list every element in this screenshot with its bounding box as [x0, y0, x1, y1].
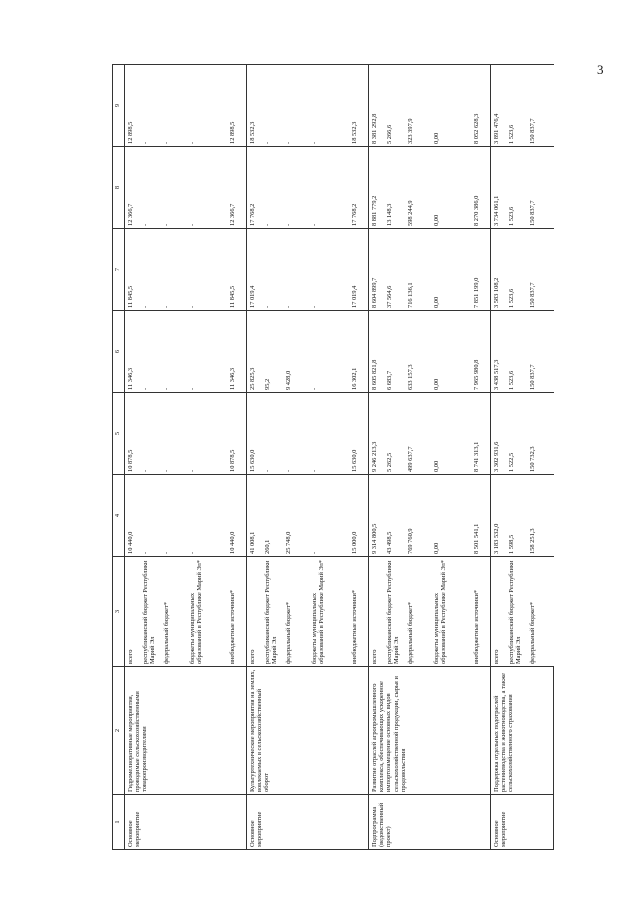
value-cell-year-3: 95,2	[263, 311, 284, 393]
funding-source-cell: федеральный бюджет*	[162, 557, 188, 667]
value-cell-year-2: -	[263, 393, 284, 475]
value-cell-year-2: 0,00	[432, 393, 472, 475]
value-cell-year-2: -	[284, 393, 310, 475]
value-cell-year-4: 37 564,6	[385, 229, 406, 311]
program-name-cell: Культуртехнические мероприятия на землях, вовлекаемых в сельскохозяйственный оборот	[247, 667, 369, 795]
value-cell-year-6: 150 837,7	[528, 65, 554, 147]
status-cell: Основное мероприятие	[247, 795, 369, 850]
value-cell-year-6: 8 381 292,8	[369, 65, 385, 147]
value-cell-year-6: 323 397,9	[406, 65, 432, 147]
value-cell-year-1: 10 440,0	[228, 475, 247, 557]
value-cell-year-2: 9 246 213,3	[369, 393, 385, 475]
value-cell-year-4: -	[263, 229, 284, 311]
value-cell-year-3: 9 428,0	[284, 311, 310, 393]
value-cell-year-3: 8 605 821,8	[369, 311, 385, 393]
rotated-table-content	[112, 65, 536, 850]
program-name-cell: Поддержка отдельных подотраслей растениеводства и животноводства, а также сельскохозяйственного страхования	[491, 667, 554, 795]
value-cell-year-3: 0,00	[432, 311, 472, 393]
value-cell-year-5: 1 523,6	[507, 147, 528, 229]
value-cell-year-2: 15 630,0	[350, 393, 369, 475]
value-cell-year-6: 18 532,3	[247, 65, 263, 147]
value-cell-year-5: 17 768,2	[247, 147, 263, 229]
value-cell-year-6: -	[284, 65, 310, 147]
funding-source-cell: федеральный бюджет*	[528, 557, 554, 667]
value-cell-year-2: 10 878,5	[125, 393, 141, 475]
value-cell-year-5: -	[141, 147, 162, 229]
value-cell-year-1: 25 748,0	[284, 475, 310, 557]
value-cell-year-5: -	[162, 147, 188, 229]
value-cell-year-2: 150 732,3	[528, 393, 554, 475]
value-cell-year-5: 17 768,2	[350, 147, 369, 229]
table-row	[369, 65, 385, 850]
funding-source-cell: федеральный бюджет*	[406, 557, 432, 667]
funding-source-cell: федеральный бюджет*	[284, 557, 310, 667]
rotated-table-frame	[112, 65, 536, 850]
status-cell: Основное мероприятие	[491, 795, 554, 850]
value-cell-year-1: -	[310, 475, 350, 557]
value-cell-year-3: 7 965 980,8	[472, 311, 491, 393]
value-cell-year-5: 8 881 779,2	[369, 147, 385, 229]
value-cell-year-3: -	[310, 311, 350, 393]
value-cell-year-1: 43 498,5	[385, 475, 406, 557]
value-cell-year-2: 10 878,5	[228, 393, 247, 475]
value-cell-year-5: 3 734 061,1	[491, 147, 507, 229]
value-cell-year-6: -	[310, 65, 350, 147]
value-cell-year-3: -	[141, 311, 162, 393]
column-header-8: 8	[113, 147, 125, 229]
value-cell-year-1: 1 598,5	[507, 475, 528, 557]
value-cell-year-5: -	[310, 147, 350, 229]
value-cell-year-2: 8 741 313,1	[472, 393, 491, 475]
value-cell-year-6: 5 266,6	[385, 65, 406, 147]
value-cell-year-2: 1 522,5	[507, 393, 528, 475]
value-cell-year-4: 17 019,4	[247, 229, 263, 311]
value-cell-year-4: 8 604 899,7	[369, 229, 385, 311]
value-cell-year-1: 3 183 532,0	[491, 475, 507, 557]
value-cell-year-4: -	[188, 229, 228, 311]
value-cell-year-4: -	[141, 229, 162, 311]
value-cell-year-2: -	[188, 393, 228, 475]
column-header-4: 4	[113, 475, 125, 557]
value-cell-year-1: 0,00	[432, 475, 472, 557]
value-cell-year-3: -	[188, 311, 228, 393]
value-cell-year-1: 10 440,0	[125, 475, 141, 557]
value-cell-year-1: -	[141, 475, 162, 557]
value-cell-year-4: 3 583 108,2	[491, 229, 507, 311]
funding-source-cell: республиканский бюджет Республики Марий Эл	[263, 557, 284, 667]
value-cell-year-3: 16 302,1	[350, 311, 369, 393]
value-cell-year-1: 9 314 800,5	[369, 475, 385, 557]
funding-source-cell: всего	[247, 557, 263, 667]
value-cell-year-1: 41 008,1	[247, 475, 263, 557]
value-cell-year-2: -	[162, 393, 188, 475]
funding-table	[112, 64, 554, 850]
value-cell-year-4: 11 845,5	[228, 229, 247, 311]
value-cell-year-3: 25 825,3	[247, 311, 263, 393]
value-cell-year-1: 769 760,9	[406, 475, 432, 557]
funding-source-cell: внебюджетные источники*	[472, 557, 491, 667]
value-cell-year-3: -	[162, 311, 188, 393]
program-name-cell: Развитие отраслей агропромышленного комплекса, обеспечивающих ускоренное импортозамещение основных видов сельскохозяйственной продукции, сырья и продовольствия	[369, 667, 491, 795]
value-cell-year-5: 0,00	[432, 147, 472, 229]
value-cell-year-1: -	[188, 475, 228, 557]
value-cell-year-5: 12 366,7	[228, 147, 247, 229]
value-cell-year-4: 11 845,5	[125, 229, 141, 311]
value-cell-year-6: 3 891 476,4	[491, 65, 507, 147]
value-cell-year-6: 18 532,3	[350, 65, 369, 147]
value-cell-year-5: 150 837,7	[528, 147, 554, 229]
value-cell-year-5: -	[263, 147, 284, 229]
program-name-cell: Гидромелиоративные мероприятия, проводимые сельскохозяйственными товаропроизводителями	[125, 667, 247, 795]
value-cell-year-1: -	[162, 475, 188, 557]
value-cell-year-1: 158 251,3	[528, 475, 554, 557]
value-cell-year-6: -	[141, 65, 162, 147]
column-header-5: 5	[113, 393, 125, 475]
funding-source-cell: республиканский бюджет Республики Марий Эл	[507, 557, 528, 667]
status-cell: Подпрограмма (ведомственный проект)	[369, 795, 491, 850]
value-cell-year-5: 598 244,9	[406, 147, 432, 229]
value-cell-year-2: -	[141, 393, 162, 475]
value-cell-year-6: 8 052 628,3	[472, 65, 491, 147]
funding-source-cell: всего	[125, 557, 141, 667]
value-cell-year-6: -	[162, 65, 188, 147]
value-cell-year-4: 716 136,1	[406, 229, 432, 311]
value-cell-year-2: 5 262,5	[385, 393, 406, 475]
value-cell-year-3: 633 157,3	[406, 311, 432, 393]
funding-source-cell: республиканский бюджет Республики Марий Эл	[141, 557, 162, 667]
table-row	[247, 65, 263, 850]
value-cell-year-3: 11 346,3	[125, 311, 141, 393]
funding-source-cell: бюджеты муниципальных образований в Республике Марий Эл*	[188, 557, 228, 667]
funding-source-cell: всего	[369, 557, 385, 667]
value-cell-year-3: 6 683,7	[385, 311, 406, 393]
value-cell-year-4: 0,00	[432, 229, 472, 311]
column-header-6: 6	[113, 311, 125, 393]
funding-source-cell: внебюджетные источники*	[350, 557, 369, 667]
funding-source-cell: республиканский бюджет Республики Марий Эл	[385, 557, 406, 667]
value-cell-year-1: 15 000,0	[350, 475, 369, 557]
table-row	[125, 65, 141, 850]
status-cell: Основное мероприятие	[125, 795, 247, 850]
column-header-3: 3	[113, 557, 125, 667]
value-cell-year-2: -	[310, 393, 350, 475]
value-cell-year-4: -	[162, 229, 188, 311]
value-cell-year-4: -	[310, 229, 350, 311]
value-cell-year-3: 150 837,7	[528, 311, 554, 393]
table-row	[491, 65, 507, 850]
value-cell-year-6: 12 898,5	[228, 65, 247, 147]
value-cell-year-4: 1 523,6	[507, 229, 528, 311]
value-cell-year-3: 11 346,3	[228, 311, 247, 393]
value-cell-year-4: 7 851 199,0	[472, 229, 491, 311]
funding-source-cell: внебюджетные источники*	[228, 557, 247, 667]
value-cell-year-4: 150 837,7	[528, 229, 554, 311]
value-cell-year-6: 1 523,6	[507, 65, 528, 147]
column-header-2: 2	[113, 667, 125, 795]
value-cell-year-3: 1 523,6	[507, 311, 528, 393]
value-cell-year-4: -	[284, 229, 310, 311]
value-cell-year-1: 8 501 541,1	[472, 475, 491, 557]
value-cell-year-6: -	[188, 65, 228, 147]
value-cell-year-6: 12 898,5	[125, 65, 141, 147]
value-cell-year-5: 8 270 386,0	[472, 147, 491, 229]
value-cell-year-6: 0,00	[432, 65, 472, 147]
value-cell-year-5: 13 148,3	[385, 147, 406, 229]
value-cell-year-2: 3 302 931,6	[491, 393, 507, 475]
funding-source-cell: всего	[491, 557, 507, 667]
value-cell-year-3: 3 438 517,3	[491, 311, 507, 393]
value-cell-year-2: 15 630,0	[247, 393, 263, 475]
value-cell-year-6: -	[263, 65, 284, 147]
value-cell-year-5: -	[284, 147, 310, 229]
value-cell-year-5: -	[188, 147, 228, 229]
value-cell-year-5: 12 366,7	[125, 147, 141, 229]
column-header-9: 9	[113, 65, 125, 147]
funding-source-cell: бюджеты муниципальных образований в Республике Марий Эл*	[310, 557, 350, 667]
column-header-7: 7	[113, 229, 125, 311]
value-cell-year-1: 260,1	[263, 475, 284, 557]
table-body	[125, 65, 554, 850]
column-header-1: 1	[113, 795, 125, 850]
column-number-row	[113, 65, 125, 850]
value-cell-year-4: 17 019,4	[350, 229, 369, 311]
page-number: 3	[597, 62, 604, 77]
funding-source-cell: бюджеты муниципальных образований в Республике Марий Эл*	[432, 557, 472, 667]
value-cell-year-2: 499 637,7	[406, 393, 432, 475]
